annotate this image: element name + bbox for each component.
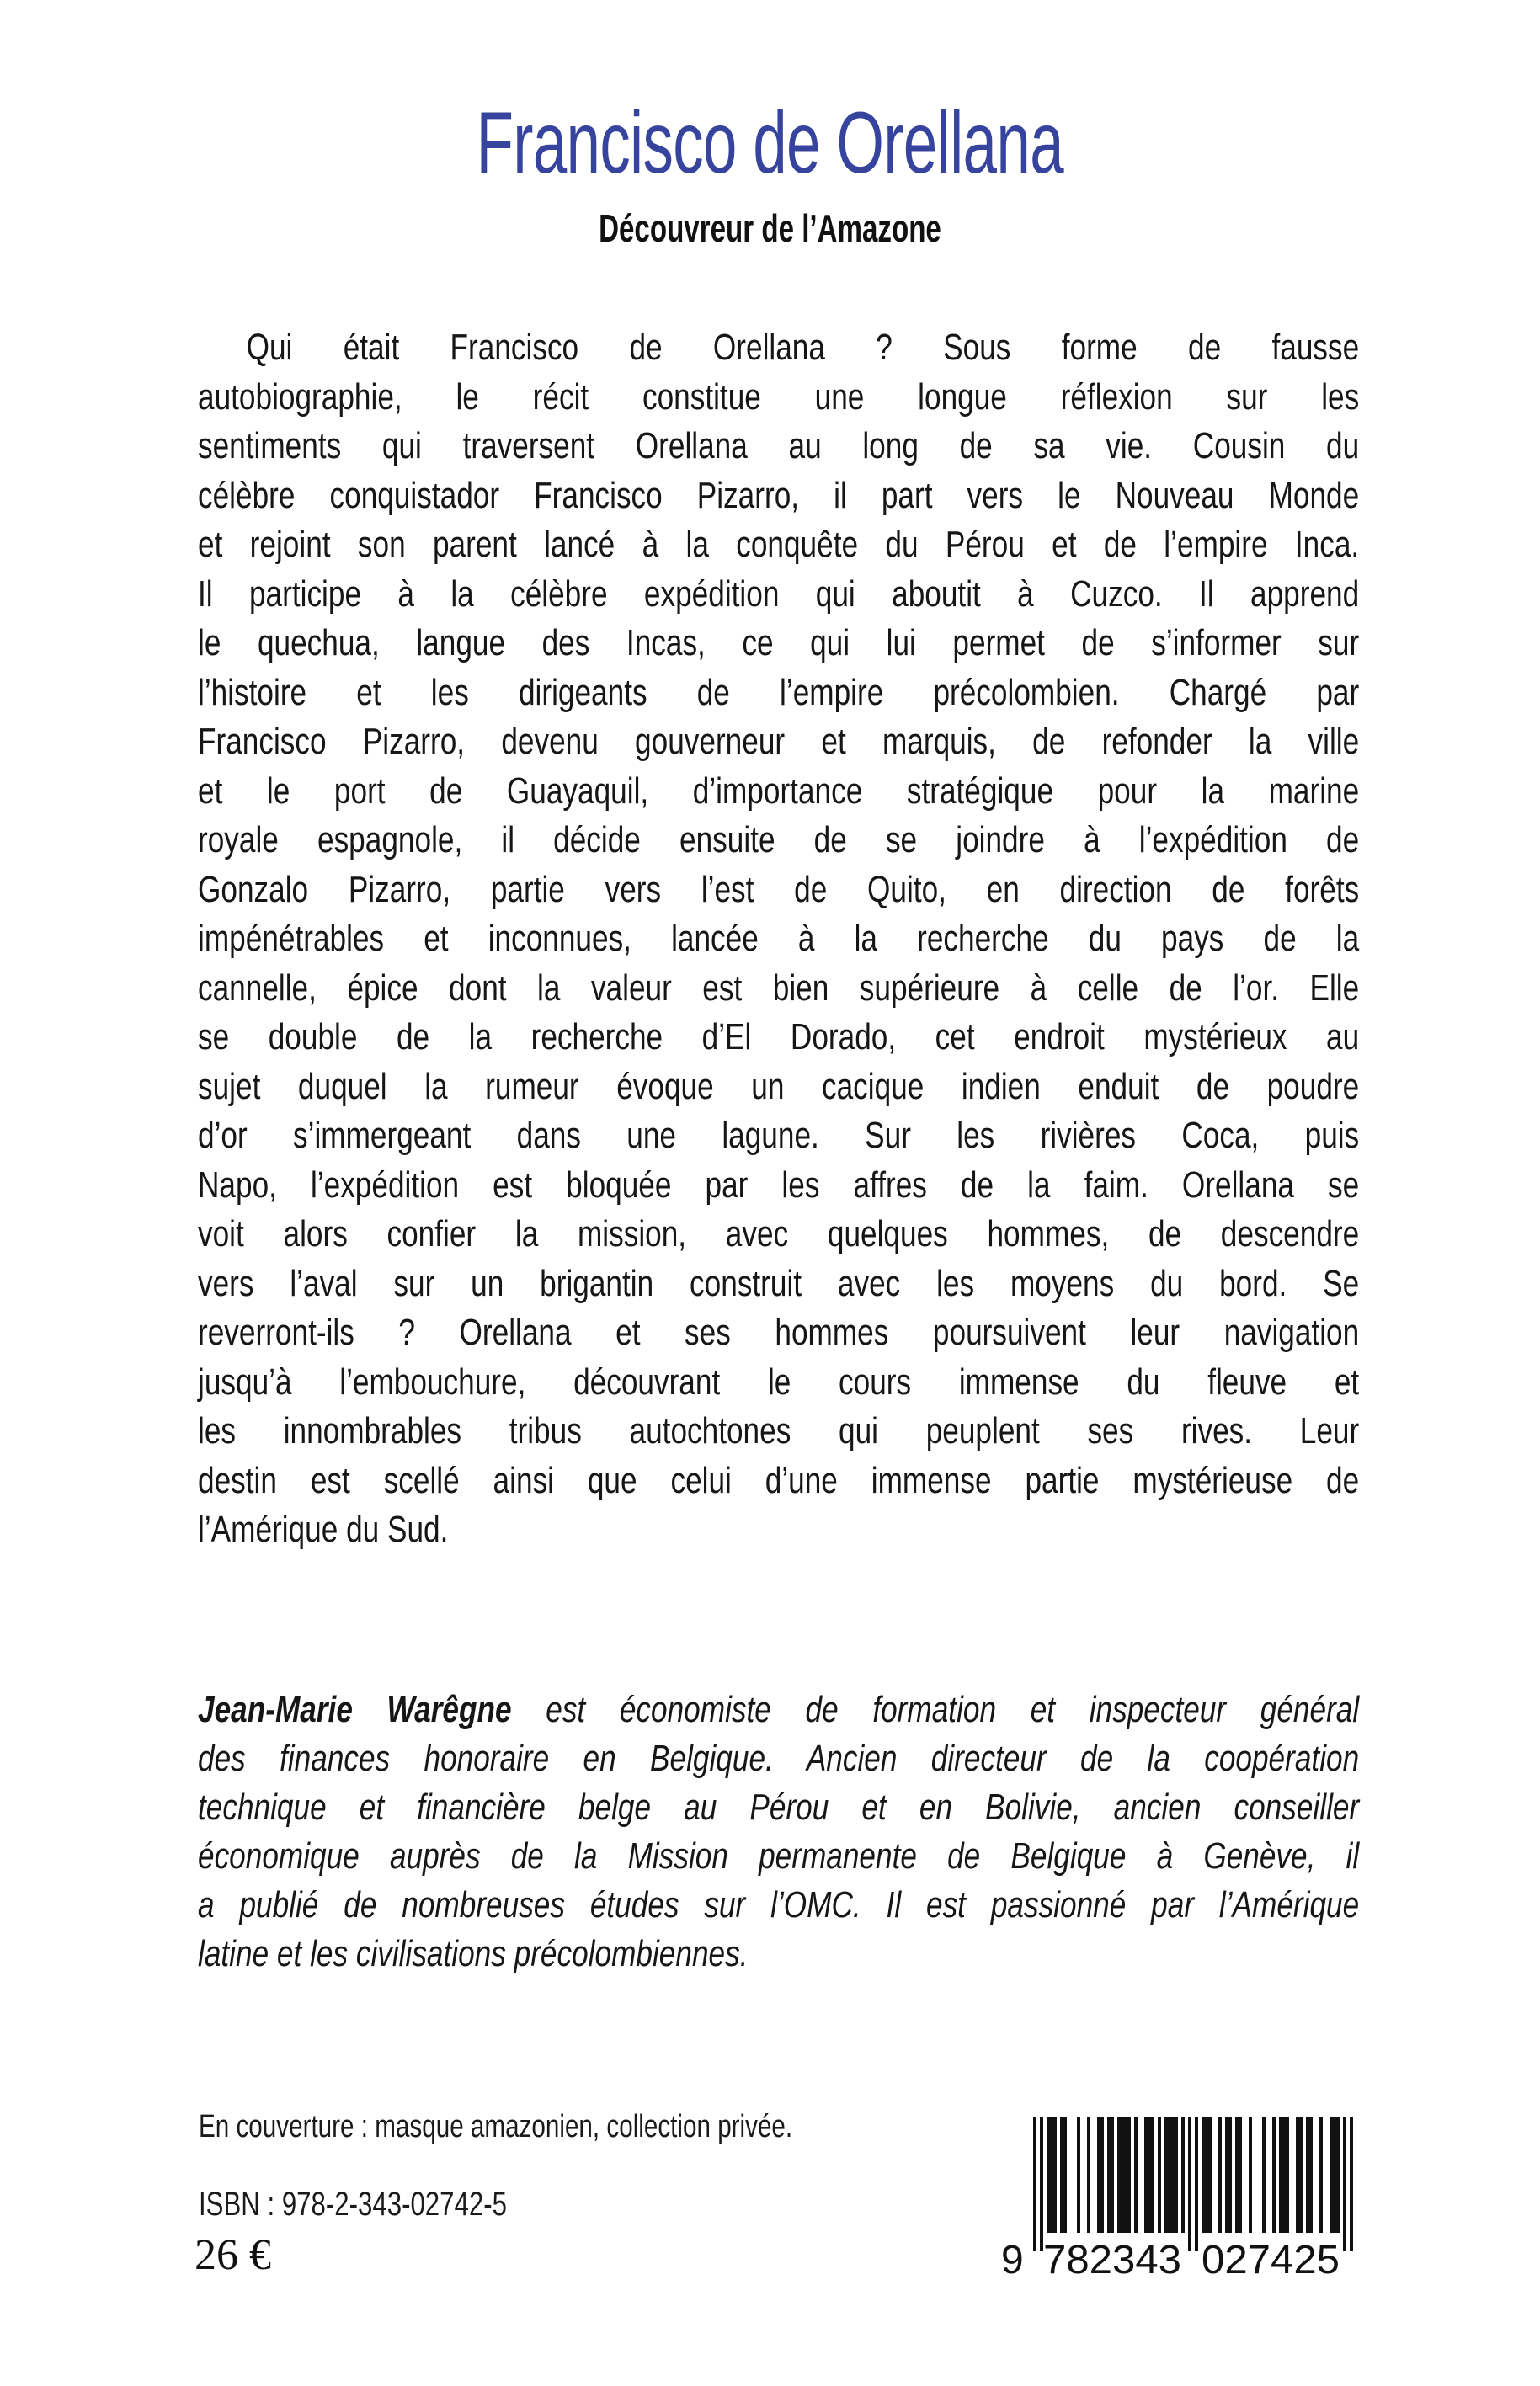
subtitle-block bbox=[0, 208, 1540, 248]
synopsis-line: reverront-ils ? Orellana et ses hommes poursuivent leur navigation bbox=[198, 1312, 1360, 1353]
barcode bbox=[999, 2117, 1356, 2285]
synopsis-line: Francisco Pizarro, devenu gouverneur et marquis, de refonder la ville bbox=[198, 721, 1360, 762]
bio-line: économique auprès de la Mission permanente de Belgique à Genève, il bbox=[198, 1835, 1360, 1877]
bio-line bbox=[198, 1686, 1359, 1734]
synopsis-paragraph bbox=[198, 323, 1359, 1555]
synopsis-line: Il participe à la célèbre expédition qui aboutit à Cuzco. Il apprend bbox=[198, 573, 1360, 615]
synopsis-line: sentiments qui traversent Orellana au long de sa vie. Cousin du bbox=[198, 425, 1360, 466]
price-text: 26 € bbox=[194, 2231, 271, 2279]
author-bio-paragraph bbox=[198, 1686, 1359, 1979]
svg-text:9: 9 bbox=[1001, 2238, 1024, 2282]
ean13-barcode-graphic bbox=[999, 2117, 1356, 2285]
synopsis-line: vers l’aval sur un brigantin construit avec les moyens du bord. Se bbox=[198, 1262, 1360, 1304]
bio-line: a publié de nombreuses études sur l’OMC. Il est passionné par l’Amérique bbox=[198, 1884, 1360, 1925]
title-block bbox=[0, 94, 1540, 192]
bio-line: des finances honoraire en Belgique. Ancien directeur de la coopération bbox=[198, 1738, 1360, 1779]
synopsis-line: et rejoint son parent lancé à la conquête du Pérou et de l’empire Inca. bbox=[198, 524, 1360, 565]
synopsis-line: célèbre conquistador Francisco Pizarro, il part vers le Nouveau Monde bbox=[198, 474, 1360, 516]
synopsis-line: destin est scellé ainsi que celui d’une immense partie mystérieuse de bbox=[198, 1459, 1360, 1501]
synopsis-line: royale espagnole, il décide ensuite de se joindre à l’expédition de bbox=[198, 819, 1360, 860]
bio-line: technique et financière belge au Pérou et en Bolivie, ancien conseiller bbox=[198, 1787, 1360, 1828]
synopsis-line: Gonzalo Pizarro, partie vers l’est de Quito, en direction de forêts bbox=[198, 868, 1360, 910]
synopsis-line: jusqu’à l’embouchure, découvrant le cours immense du fleuve et bbox=[198, 1361, 1360, 1403]
book-title: Francisco de Orellana bbox=[476, 94, 1064, 192]
author-name: Jean-Marie Warêgne bbox=[198, 1689, 512, 1730]
synopsis-line: cannelle, épice dont la valeur est bien supérieure à celle de l’or. Elle bbox=[198, 967, 1360, 1009]
synopsis-line: le quechua, langue des Incas, ce qui lui permet de s’informer sur bbox=[198, 622, 1360, 663]
book-subtitle: Découvreur de l’Amazone bbox=[599, 206, 941, 250]
synopsis-line: et le port de Guayaquil, d’importance stratégique pour la marine bbox=[198, 770, 1360, 812]
synopsis-line: autobiographie, le récit constitue une longue réflexion sur les bbox=[198, 375, 1360, 418]
synopsis-line: l’Amérique du Sud. bbox=[198, 1509, 449, 1550]
svg-text:782343: 782343 bbox=[1043, 2238, 1181, 2282]
svg-text:027425: 027425 bbox=[1202, 2238, 1340, 2282]
synopsis-line: Napo, l’expédition est bloquée par les affres de la faim. Orellana se bbox=[198, 1164, 1360, 1206]
isbn-text: ISBN : 978-2-343-02742-5 bbox=[199, 2186, 507, 2223]
synopsis-line: Qui était Francisco de Orellana ? Sous forme de fausse bbox=[246, 327, 1360, 368]
bio-line: latine et les civilisations précolombiennes. bbox=[198, 1933, 749, 1974]
synopsis-line: sujet duquel la rumeur évoque un cacique indien enduit de poudre bbox=[198, 1065, 1360, 1107]
synopsis-line: se double de la recherche d’El Dorado, cet endroit mystérieux au bbox=[198, 1016, 1360, 1057]
synopsis-line: l’histoire et les dirigeants de l’empire précolombien. Chargé par bbox=[198, 671, 1360, 713]
synopsis-line: voit alors confier la mission, avec quelques hommes, de descendre bbox=[198, 1213, 1360, 1254]
synopsis-line: impénétrables et inconnues, lancée à la recherche du pays de la bbox=[198, 918, 1360, 959]
bio-line-text: est économiste de formation et inspecteur général bbox=[511, 1689, 1360, 1730]
synopsis-line: d’or s’immergeant dans une lagune. Sur les rivières Coca, puis bbox=[198, 1115, 1360, 1156]
synopsis-line: les innombrables tribus autochtones qui peuplent ses rives. Leur bbox=[198, 1410, 1360, 1451]
cover-credit-note: En couverture : masque amazonien, collection privée. bbox=[199, 2109, 793, 2144]
